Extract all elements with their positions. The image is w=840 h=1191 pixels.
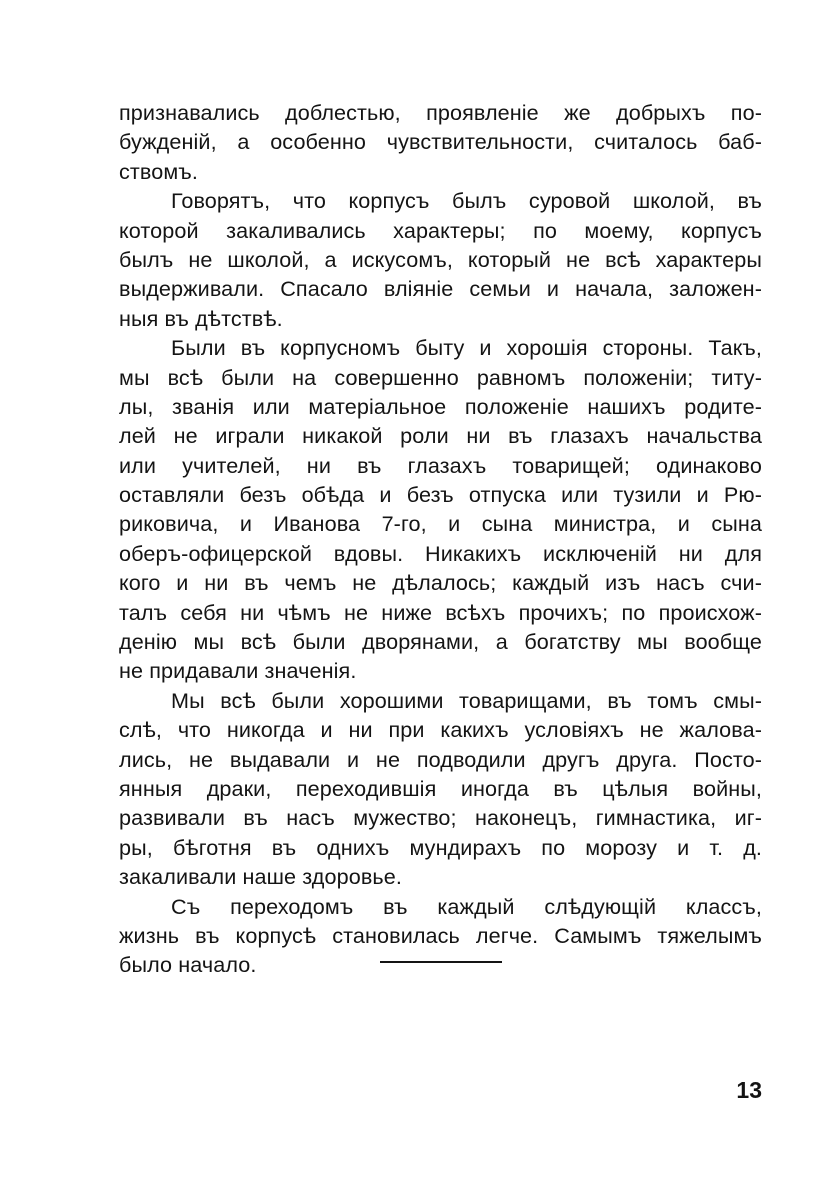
text-line: лей не играли никакой роли ни въ глазахъ начальства <box>119 423 762 449</box>
text-line: мы всѣ были на совершенно равномъ положеніи; титу- <box>119 364 762 390</box>
text-line: оберъ-офицерской вдовы. Никакихъ исключеній ни для <box>119 540 762 566</box>
text-line: ствомъ. <box>119 158 198 184</box>
text-line: Говорятъ, что корпусъ былъ суровой школой, въ <box>171 188 762 214</box>
text-line: слѣ, что никогда и ни при какихъ условіяхъ не жалова- <box>119 717 762 743</box>
text-line: закаливали наше здоровье. <box>119 864 402 890</box>
text-line: лись, не выдавали и не подводили другъ друга. Посто- <box>119 746 762 772</box>
text-line: ры, бѣготня въ однихъ мундирахъ по морозу и т. д. <box>119 834 762 860</box>
text-line: Мы всѣ были хорошими товарищами, въ томъ смы- <box>171 687 762 713</box>
text-line: выдерживали. Спасало вліяніе семьи и начала, заложен- <box>119 276 762 302</box>
page-number: 13 <box>736 1077 762 1103</box>
text-line: бужденій, а особенно чувствительности, считалось баб- <box>119 129 762 155</box>
text-line: денію мы всѣ были дворянами, а богатству мы вообще <box>119 629 762 655</box>
text-line: Съ переходомъ въ каждый слѣдующій классъ, <box>171 893 762 919</box>
text-line: янныя драки, переходившія иногда въ цѣлыя войны, <box>119 775 762 801</box>
text-line: развивали въ насъ мужество; наконецъ, гимнастика, иг- <box>119 805 762 831</box>
text-line: кого и ни въ чемъ не дѣлалось; каждый изъ насъ счи- <box>119 570 762 596</box>
text-line: оставляли безъ обѣда и безъ отпуска или тузили и Рю- <box>119 482 762 508</box>
text-line: ныя въ дѣтствѣ. <box>119 305 283 331</box>
text-line: Были въ корпусномъ быту и хорошія стороны. Такъ, <box>171 335 762 361</box>
text-line: былъ не школой, а искусомъ, который не всѣ характеры <box>119 246 762 272</box>
text-line: которой закаливались характеры; по моему, корпусъ <box>119 217 762 243</box>
text-line: было начало. <box>119 952 257 978</box>
text-line: талъ себя ни чѣмъ не ниже всѣхъ прочихъ; по происхож- <box>119 599 762 625</box>
section-divider <box>380 961 502 963</box>
body-text <box>119 98 762 980</box>
text-line: лы, званія или матеріальное положеніе нашихъ родите- <box>119 393 762 419</box>
text-line: не придавали значенія. <box>119 658 357 684</box>
text-line: или учителей, ни въ глазахъ товарищей; одинаково <box>119 452 762 478</box>
text-line: признавались доблестью, проявленіе же добрыхъ по- <box>119 100 762 125</box>
text-line: жизнь въ корпусѣ становилась легче. Самымъ тяжелымъ <box>119 922 762 948</box>
text-line: риковича, и Иванова 7-го, и сына министра, и сына <box>119 511 762 537</box>
